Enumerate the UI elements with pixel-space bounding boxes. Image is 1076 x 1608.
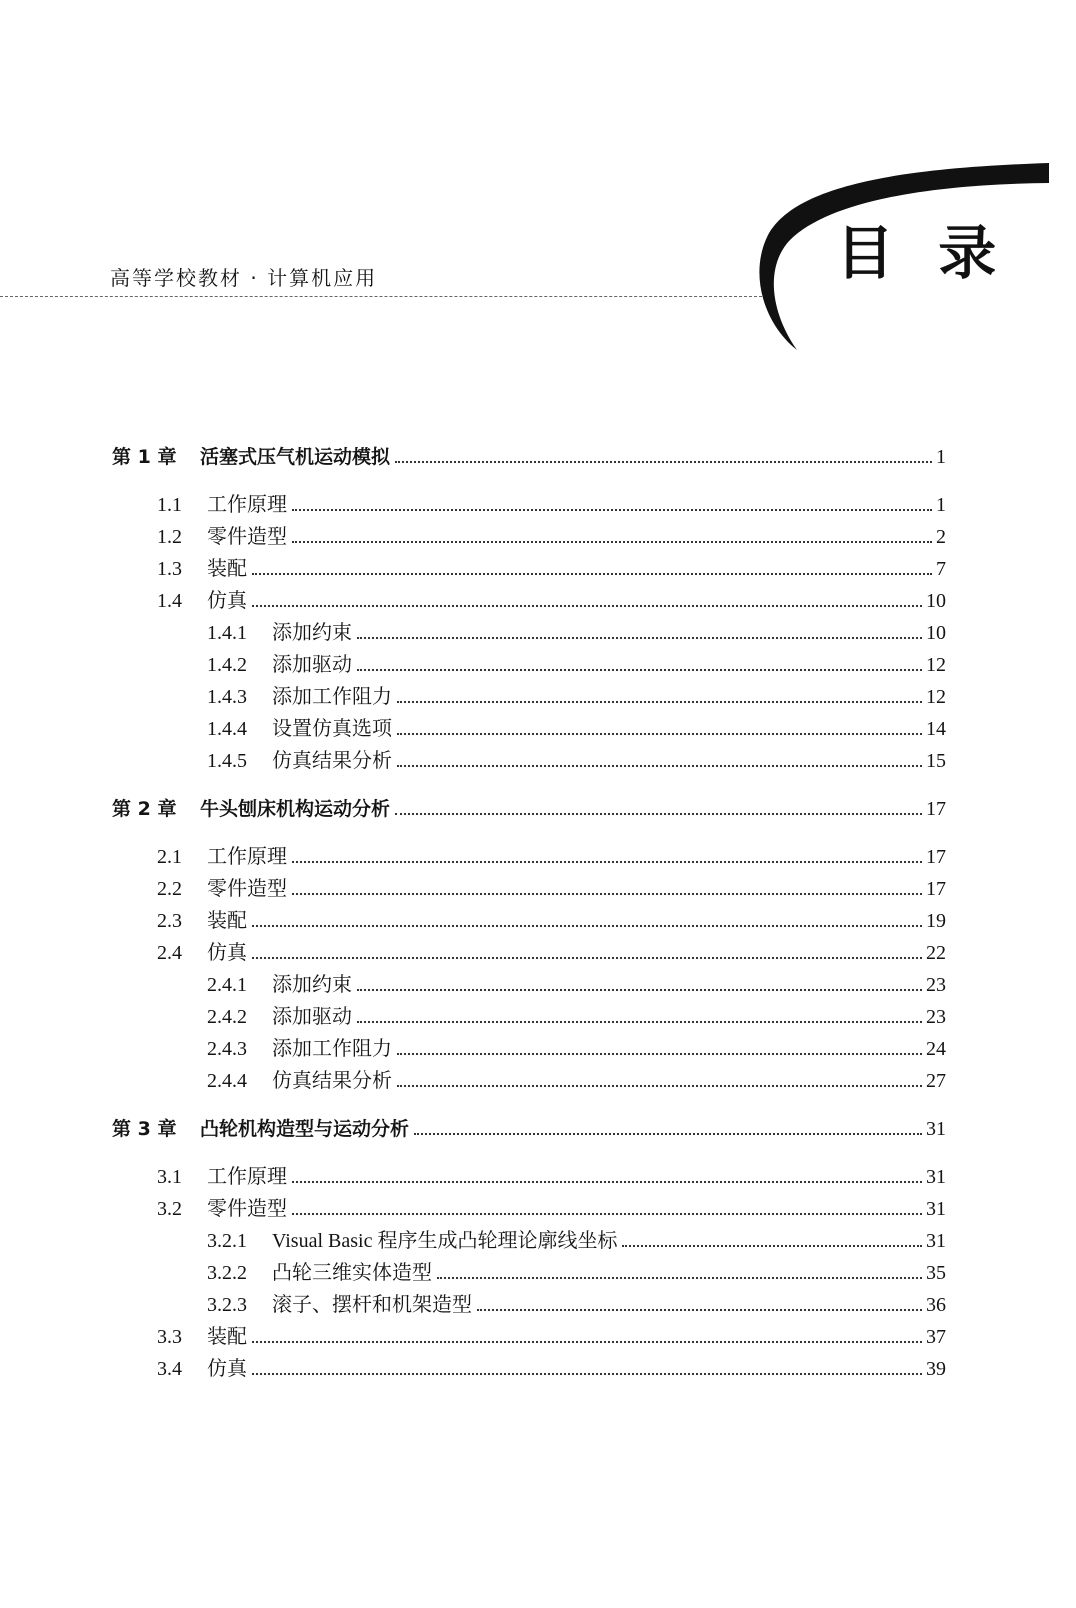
page-number: 23 <box>926 1006 946 1028</box>
page-number: 27 <box>926 1070 946 1092</box>
page-number: 19 <box>926 910 946 932</box>
page-number: 10 <box>926 590 946 612</box>
dot-leader <box>357 989 922 991</box>
dot-leader <box>292 541 932 543</box>
subsection-entry <box>112 713 946 745</box>
page-number: 31 <box>926 1118 946 1140</box>
entry-number: 1.1 <box>157 494 182 516</box>
entry-number: 2.4.3 <box>207 1038 247 1060</box>
section-entry <box>112 585 946 617</box>
entry-title: 零件造型 <box>207 1198 287 1220</box>
dot-leader <box>437 1277 922 1279</box>
dot-leader <box>397 1053 922 1055</box>
section-entry <box>112 905 946 937</box>
dot-leader <box>252 1341 922 1343</box>
entry-title: 添加驱动 <box>272 1006 352 1028</box>
page-number: 14 <box>926 718 946 740</box>
subsection-entry <box>112 745 946 777</box>
page-number: 12 <box>926 654 946 676</box>
dot-leader <box>252 957 922 959</box>
entry-title: 工作原理 <box>207 494 287 516</box>
dot-leader <box>395 813 922 815</box>
entry-number: 3.3 <box>157 1326 182 1348</box>
dot-leader <box>252 1373 922 1375</box>
entry-title: 添加驱动 <box>272 654 352 676</box>
dot-leader <box>477 1309 922 1311</box>
dot-leader <box>292 861 922 863</box>
page-number: 31 <box>926 1166 946 1188</box>
entry-number: 1.4 <box>157 590 182 612</box>
entry-title: 工作原理 <box>207 846 287 868</box>
dot-leader <box>397 733 922 735</box>
entry-number: 2.4 <box>157 942 182 964</box>
subsection-entry <box>112 649 946 681</box>
entry-title: 滚子、摆杆和机架造型 <box>272 1294 472 1316</box>
entry-title: 装配 <box>207 1326 247 1348</box>
section-entry <box>112 873 946 905</box>
section-entry <box>112 1161 946 1193</box>
entry-number: 2.4.1 <box>207 974 247 996</box>
page-number: 17 <box>926 846 946 868</box>
entry-number: 1.3 <box>157 558 182 580</box>
entry-title: 零件造型 <box>207 878 287 900</box>
page-number: 31 <box>926 1198 946 1220</box>
chapter-entry <box>112 441 946 473</box>
page-number: 37 <box>926 1326 946 1348</box>
entry-title: 添加工作阻力 <box>272 686 392 708</box>
page-number: 24 <box>926 1038 946 1060</box>
entry-title: 设置仿真选项 <box>272 718 392 740</box>
entry-number: 3.2 <box>157 1198 182 1220</box>
page-number: 2 <box>936 526 946 548</box>
section-entry <box>112 1321 946 1353</box>
entry-title: 添加约束 <box>272 622 352 644</box>
page-number: 23 <box>926 974 946 996</box>
page-number: 1 <box>936 446 946 468</box>
section-entry <box>112 937 946 969</box>
entry-number: 第 2 章 <box>112 798 177 820</box>
page-number: 39 <box>926 1358 946 1380</box>
entry-number: 2.3 <box>157 910 182 932</box>
series-title: 高等学校教材 · 计算机应用 <box>110 266 378 290</box>
entry-number: 1.4.1 <box>207 622 247 644</box>
dot-leader <box>357 1021 922 1023</box>
entry-title: 零件造型 <box>207 526 287 548</box>
entry-number: 2.1 <box>157 846 182 868</box>
subsection-entry <box>112 969 946 1001</box>
entry-title: 装配 <box>207 910 247 932</box>
section-entry <box>112 1353 946 1385</box>
dot-leader <box>292 893 922 895</box>
entry-number: 3.2.1 <box>207 1230 247 1252</box>
page-number: 35 <box>926 1262 946 1284</box>
page-number: 12 <box>926 686 946 708</box>
entry-title: 仿真结果分析 <box>272 1070 392 1092</box>
subsection-entry <box>112 1257 946 1289</box>
dot-leader <box>397 701 922 703</box>
dot-leader <box>622 1245 922 1247</box>
dot-leader <box>357 637 922 639</box>
dot-leader <box>397 1085 922 1087</box>
page-number: 1 <box>936 494 946 516</box>
dot-leader <box>397 765 922 767</box>
page-number: 17 <box>926 798 946 820</box>
page-number: 17 <box>926 878 946 900</box>
entry-number: 2.4.2 <box>207 1006 247 1028</box>
entry-title: 牛头刨床机构运动分析 <box>200 798 391 820</box>
page-number: 15 <box>926 750 946 772</box>
subsection-entry <box>112 681 946 713</box>
entry-number: 3.1 <box>157 1166 182 1188</box>
subsection-entry <box>112 1065 946 1097</box>
dot-leader <box>252 925 922 927</box>
entry-title: 装配 <box>207 558 247 580</box>
entry-number: 第 1 章 <box>112 446 177 468</box>
subsection-entry <box>112 1033 946 1065</box>
section-entry <box>112 1193 946 1225</box>
entry-title: 仿真结果分析 <box>272 750 392 772</box>
entry-number: 1.2 <box>157 526 182 548</box>
dot-leader <box>292 509 932 511</box>
entry-number: 3.2.3 <box>207 1294 247 1316</box>
page-number: 31 <box>926 1230 946 1252</box>
entry-title: 凸轮三维实体造型 <box>272 1262 432 1284</box>
chapter-entry <box>112 793 946 825</box>
page-number: 7 <box>936 558 946 580</box>
entry-number: 第 3 章 <box>112 1118 177 1140</box>
entry-title: 工作原理 <box>207 1166 287 1188</box>
entry-number: 1.4.5 <box>207 750 247 772</box>
subsection-entry <box>112 1289 946 1321</box>
dot-leader <box>414 1133 922 1135</box>
toc-heading: 目 录 <box>836 219 1009 287</box>
subsection-entry <box>112 1001 946 1033</box>
entry-title: 凸轮机构造型与运动分析 <box>200 1118 410 1140</box>
section-entry <box>112 553 946 585</box>
page-number: 10 <box>926 622 946 644</box>
entry-title: 仿真 <box>207 1358 247 1380</box>
section-entry <box>112 841 946 873</box>
subsection-entry <box>112 617 946 649</box>
entry-title: 仿真 <box>207 590 247 612</box>
dot-leader <box>252 573 932 575</box>
entry-number: 3.2.2 <box>207 1262 247 1284</box>
chapter-entry <box>112 1113 946 1145</box>
table-of-contents <box>112 441 946 1385</box>
entry-number: 1.4.4 <box>207 718 247 740</box>
dot-leader <box>357 669 922 671</box>
entry-number: 1.4.3 <box>207 686 247 708</box>
entry-number: 2.2 <box>157 878 182 900</box>
subsection-entry <box>112 1225 946 1257</box>
dot-leader <box>395 461 932 463</box>
entry-title: 仿真 <box>207 942 247 964</box>
entry-number: 1.4.2 <box>207 654 247 676</box>
section-entry <box>112 521 946 553</box>
entry-title: 添加约束 <box>272 974 352 996</box>
page-number: 22 <box>926 942 946 964</box>
dot-leader <box>252 605 922 607</box>
dot-leader <box>292 1181 922 1183</box>
entry-title: 添加工作阻力 <box>272 1038 392 1060</box>
page-number: 36 <box>926 1294 946 1316</box>
dot-leader <box>292 1213 922 1215</box>
entry-title: 活塞式压气机运动模拟 <box>200 446 391 468</box>
section-entry <box>112 489 946 521</box>
entry-number: 3.4 <box>157 1358 182 1380</box>
entry-number: 2.4.4 <box>207 1070 247 1092</box>
entry-title: Visual Basic 程序生成凸轮理论廓线坐标 <box>272 1230 618 1252</box>
decorative-swoosh <box>0 0 1076 400</box>
